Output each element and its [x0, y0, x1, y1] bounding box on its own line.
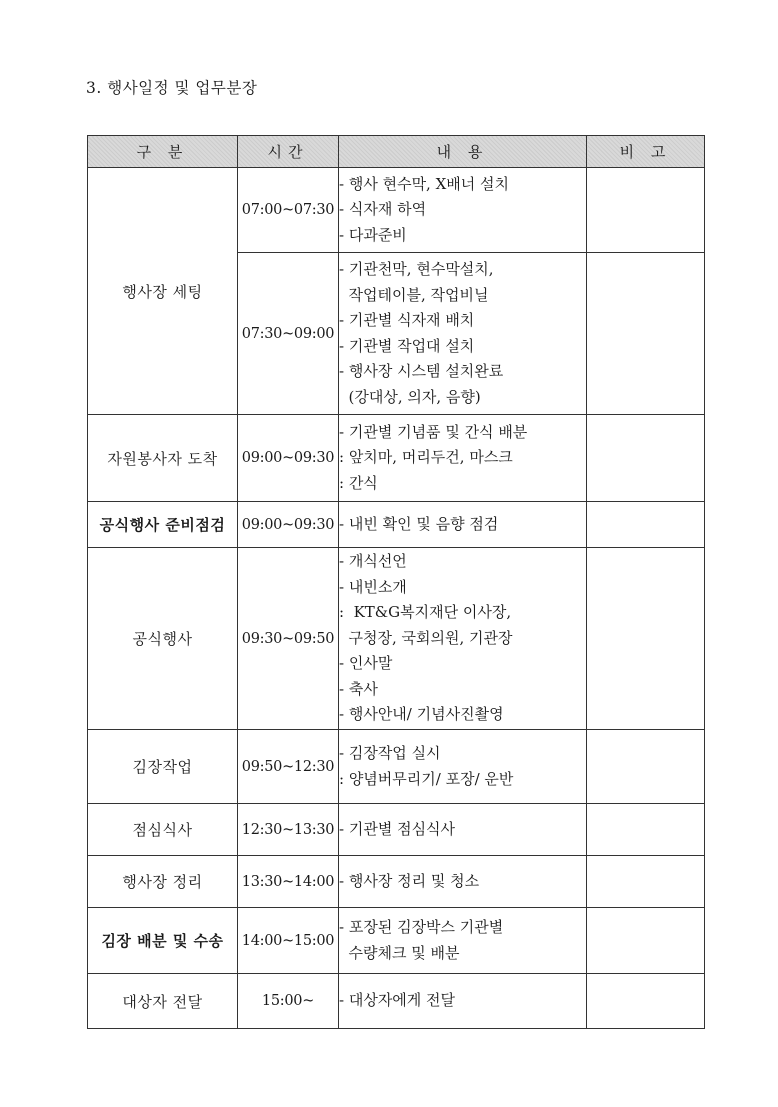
content-line: : 앞치마, 머리두건, 마스크 — [339, 448, 513, 467]
row-note — [587, 253, 705, 415]
row-category: 공식행사 준비점검 — [88, 502, 238, 548]
content-line: - 행사장 정리 및 청소 — [339, 871, 480, 890]
content-line: - 김장작업 실시 — [339, 744, 441, 762]
row-note — [587, 415, 705, 502]
row-time: 14:00~15:00 — [238, 908, 339, 974]
row-category: 김장 배분 및 수송 — [88, 908, 238, 974]
row-time: 12:30~13:30 — [238, 804, 339, 856]
row-content — [339, 502, 587, 548]
row-category: 자원봉사자 도착 — [88, 415, 238, 502]
schedule-table — [87, 135, 705, 1029]
row-content — [339, 804, 587, 856]
row-time: 09:50~12:30 — [238, 730, 339, 804]
row-note — [587, 856, 705, 908]
row-time: 07:30~09:00 — [238, 253, 339, 415]
content-line: - 행사 현수막, X배너 설치 — [339, 174, 509, 193]
content-line: 작업테이블, 작업비닐 — [339, 285, 489, 304]
table-row — [88, 168, 705, 253]
row-note — [587, 168, 705, 253]
header-time: 시간 — [238, 136, 339, 168]
row-note — [587, 730, 705, 804]
content-line: - 식자재 하역 — [339, 200, 427, 219]
content-line: : 양념버무리기/ 포장/ 운반 — [339, 769, 514, 788]
content-line: - 기관별 점심식사 — [339, 819, 456, 838]
table-row — [88, 804, 705, 856]
row-note — [587, 974, 705, 1029]
content-line: - 행사장 시스템 설치완료 — [339, 362, 504, 380]
row-category: 점심식사 — [88, 804, 238, 856]
content-line: 수량체크 및 배분 — [339, 943, 460, 962]
row-content — [339, 908, 587, 974]
content-line: - 인사말 — [339, 654, 393, 673]
row-content — [339, 974, 587, 1029]
row-content — [339, 730, 587, 804]
row-time: 09:00~09:30 — [238, 502, 339, 548]
row-category: 대상자 전달 — [88, 974, 238, 1029]
row-note — [587, 502, 705, 548]
header-note: 비 고 — [587, 136, 705, 168]
content-line: - 개식선언 — [339, 552, 407, 571]
table-row — [88, 548, 705, 730]
row-note — [587, 548, 705, 730]
table-row — [88, 908, 705, 974]
row-content — [339, 548, 587, 730]
content-line: - 기관별 작업대 설치 — [339, 336, 475, 355]
header-content: 내 용 — [339, 136, 587, 168]
content-line: - 기관별 기념품 및 간식 배분 — [339, 422, 528, 441]
content-line: - 포장된 김장박스 기관별 — [339, 918, 504, 936]
table-row — [88, 730, 705, 804]
content-line: - 기관별 식자재 배치 — [339, 311, 475, 329]
content-line: - 기관천막, 현수막설치, — [339, 260, 494, 278]
row-time: 07:00~07:30 — [238, 168, 339, 253]
row-time: 13:30~14:00 — [238, 856, 339, 908]
content-line: : 간식 — [339, 473, 378, 492]
content-line: - 내빈소개 — [339, 577, 407, 596]
row-note — [587, 804, 705, 856]
section-title: 3. 행사일정 및 업무분장 — [86, 79, 258, 97]
table-row — [88, 415, 705, 502]
row-time: 15:00~ — [238, 974, 339, 1029]
row-category: 김장작업 — [88, 730, 238, 804]
content-line: - 행사안내/ 기념사진촬영 — [339, 705, 504, 724]
content-line: - 다과준비 — [339, 225, 407, 244]
content-line: - 대상자에게 전달 — [339, 991, 456, 1010]
table-row — [88, 502, 705, 548]
row-time: 09:30~09:50 — [238, 548, 339, 730]
content-line: : KT&G복지재단 이사장, — [339, 603, 512, 622]
table-row — [88, 974, 705, 1029]
table-row — [88, 856, 705, 908]
content-line: (강대상, 의자, 음향) — [339, 387, 481, 406]
schedule-body — [88, 168, 705, 1029]
row-content — [339, 856, 587, 908]
row-content — [339, 168, 587, 253]
row-category: 행사장 정리 — [88, 856, 238, 908]
header-row — [88, 136, 705, 168]
row-time: 09:00~09:30 — [238, 415, 339, 502]
row-note — [587, 908, 705, 974]
row-content — [339, 415, 587, 502]
content-line: 구청장, 국회의원, 기관장 — [339, 628, 513, 647]
row-category: 행사장 세팅 — [88, 168, 238, 415]
row-content — [339, 253, 587, 415]
header-category: 구 분 — [88, 136, 238, 168]
row-category: 공식행사 — [88, 548, 238, 730]
content-line: - 축사 — [339, 679, 378, 698]
content-line: - 내빈 확인 및 음향 점검 — [339, 514, 499, 533]
